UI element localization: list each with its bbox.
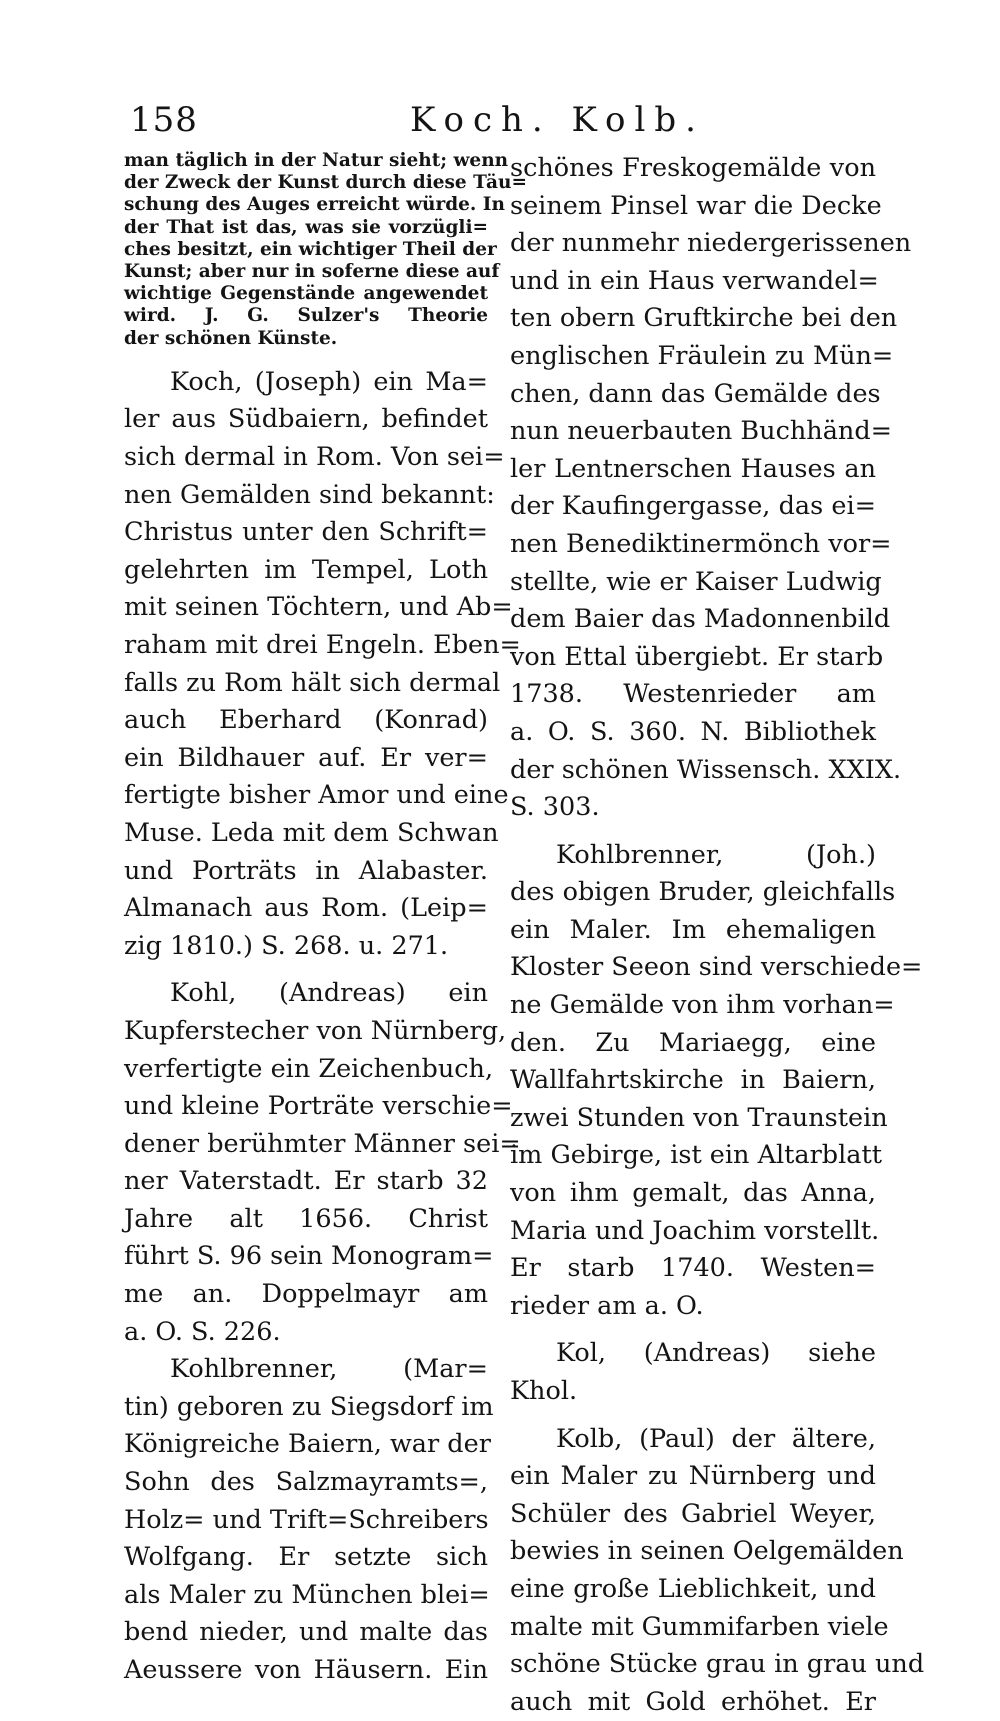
text-line: zwei Stunden von Traunstein [510, 1102, 888, 1133]
text-line: wird. J. G. Sulzer's Theorie [124, 305, 488, 327]
text-line: dener berühmter Männer sei= [124, 1128, 521, 1159]
text-line: Kohlbrenner, (Mar= [170, 1354, 488, 1385]
page-number: 158 [130, 100, 198, 140]
text-line: und kleine Porträte verschie= [124, 1091, 513, 1122]
text-line: 1738. Westenrieder am [510, 679, 876, 710]
text-line: Muse. Leda mit dem Schwan [124, 817, 499, 848]
text-line: Aeussere von Häusern. Ein [124, 1655, 488, 1686]
text-line: Holz= und Trift=Schreibers [124, 1504, 489, 1535]
text-line: S. 303. [510, 792, 600, 823]
text-line: Königreiche Baiern, war der [124, 1429, 491, 1460]
text-line: ler Lentnerschen Hauses an [510, 453, 876, 484]
text-line: dem Baier das Madonnenbild [510, 604, 891, 635]
text-line: ner Vaterstadt. Er starb 32 [124, 1166, 488, 1197]
text-line: nun neuerbauten Buchhänd= [510, 416, 893, 447]
text-line: englischen Fräulein zu Mün= [510, 340, 894, 371]
text-line: der nunmehr niedergerissenen [510, 228, 912, 259]
text-line: Wolfgang. Er setzte sich [124, 1542, 488, 1573]
text-line: bewies in seinen Oelgemälden [510, 1536, 904, 1567]
text-line: verfertigte ein Zeichenbuch, [124, 1053, 494, 1084]
text-line: ches besitzt, ein wichtiger Theil der [124, 238, 497, 260]
text-line: schung des Auges erreicht würde. In [124, 194, 505, 216]
text-line: der Zweck der Kunst durch diese Täu= [124, 172, 527, 194]
running-head: Koch. Kolb. [410, 100, 705, 140]
page-header [130, 96, 880, 146]
text-line: Kohl, (Andreas) ein [170, 978, 488, 1009]
text-line: malte mit Gummifarben viele [510, 1611, 889, 1642]
text-line: Khol. [510, 1376, 578, 1406]
text-line: mit seinen Töchtern, und Ab= [124, 592, 513, 623]
text-line: und Porträts in Alabaster. [124, 855, 488, 886]
text-line: eine große Lieblichkeit, und [510, 1573, 876, 1604]
text-line: ein Maler. Im ehemaligen [510, 914, 876, 945]
text-line: Wallfahrtskirche in Baiern, [510, 1065, 876, 1096]
text-line: nen Benediktinermönch vor= [510, 528, 892, 559]
right-column [510, 150, 925, 1721]
text-line: sich dermal in Rom. Von sei= [124, 442, 505, 473]
entry-kolb [510, 1421, 925, 1721]
text-line: Almanach aus Rom. (Leip= [124, 893, 488, 924]
text-line: Sohn des Salzmayramts=, [124, 1467, 488, 1498]
text-line: falls zu Rom hält sich dermal [124, 667, 501, 698]
entry-kohl [124, 975, 521, 1351]
text-line: Jahre alt 1656. Christ [124, 1203, 488, 1234]
entry-kohlbrenner-joh [510, 837, 923, 1326]
text-line: zig 1810.) S. 268. u. 271. [124, 930, 449, 961]
text-line: rieder am a. O. [510, 1290, 704, 1321]
text-line: des obigen Bruder, gleichfalls [510, 877, 896, 908]
text-line: der Kaufingergasse, das ei= [510, 491, 876, 522]
text-line: Kol, (Andreas) siehe [556, 1338, 876, 1369]
text-line: chen, dann das Gemälde des [510, 378, 881, 409]
text-line: der That ist das, was sie vorzügli= [124, 216, 488, 238]
text-line: Maria und Joachim vorstellt. [510, 1215, 880, 1246]
text-line: bend nieder, und malte das [124, 1617, 488, 1648]
text-line: im Gebirge, ist ein Altarblatt [510, 1140, 882, 1171]
text-line: Kohlbrenner, (Joh.) [556, 839, 876, 870]
text-line: der schönen Wissensch. XXIX. [510, 754, 902, 785]
text-line: stellte, wie er Kaiser Ludwig [510, 566, 882, 597]
text-line: raham mit drei Engeln. Eben= [124, 629, 521, 660]
text-line: tin) geboren zu Siegsdorf im [124, 1391, 494, 1422]
text-line: von Ettal übergiebt. Er starb [510, 641, 884, 672]
text-line: ne Gemälde von ihm vorhan= [510, 990, 895, 1021]
text-line: schöne Stücke grau in grau und [510, 1649, 925, 1680]
footnote-continuation [124, 150, 527, 350]
left-column [124, 150, 527, 1690]
text-line: den. Zu Mariaegg, eine [510, 1027, 876, 1058]
text-line: ein Maler zu Nürnberg und [510, 1461, 876, 1492]
text-line: Kolb, (Paul) der ältere, [556, 1423, 876, 1454]
text-line: führt S. 96 sein Monogram= [124, 1241, 494, 1272]
text-line: Schüler des Gabriel Weyer, [510, 1498, 876, 1529]
text-line: gelehrten im Tempel, Loth [124, 554, 488, 585]
text-line: Kunst; aber nur in soferne diese auf [124, 261, 500, 283]
text-line: Kloster Seeon sind verschiede= [510, 952, 923, 983]
text-line: man täglich in der Natur sieht; wenn [124, 150, 509, 171]
text-line: a. O. S. 360. N. Bibliothek [510, 716, 876, 747]
text-line: Christus unter den Schrift= [124, 517, 488, 548]
entry-koch [124, 364, 521, 966]
text-line: der schönen Künste. [124, 327, 338, 349]
text-line: auch mit Gold erhöhet. Er [510, 1686, 876, 1717]
text-line: a. O. S. 226. [124, 1316, 281, 1347]
text-line: Er starb 1740. Westen= [510, 1253, 876, 1284]
text-line: fertigte bisher Amor und eine [124, 780, 509, 811]
text-line: me an. Doppelmayr am [124, 1279, 488, 1310]
text-line: Kupferstecher von Nürnberg, [124, 1015, 507, 1046]
text-line: nen Gemälden sind bekannt: [124, 479, 495, 510]
text-line: wichtige Gegenstände angewendet [124, 283, 488, 305]
entry-kohlbrenner-martin [124, 1351, 494, 1689]
text-line: ler aus Südbaiern, befindet [124, 404, 488, 435]
text-line: seinem Pinsel war die Decke [510, 190, 882, 221]
entry-kohlbrenner-martin-continued [510, 150, 912, 827]
entry-kol [510, 1335, 876, 1410]
text-line: schönes Freskogemälde von [510, 153, 876, 183]
text-line: auch Eberhard (Konrad) [124, 705, 488, 736]
text-line: von ihm gemalt, das Anna, [510, 1178, 876, 1209]
text-line: ten obern Gruftkirche bei den [510, 303, 898, 334]
text-line: ein Bildhauer auf. Er ver= [124, 742, 488, 773]
text-line: als Maler zu München blei= [124, 1579, 490, 1610]
text-line: und in ein Haus verwandel= [510, 265, 879, 296]
text-line: Koch, (Joseph) ein Ma= [170, 366, 488, 397]
